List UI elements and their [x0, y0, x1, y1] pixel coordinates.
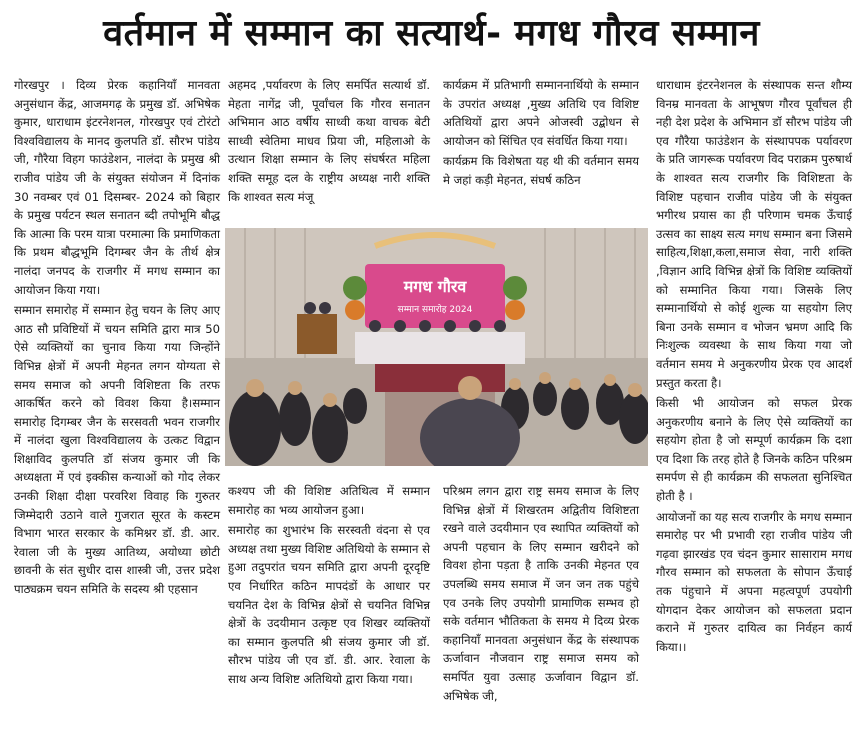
article-column-1 — [14, 76, 220, 599]
article-column-3-bottom — [443, 482, 639, 705]
podium — [297, 314, 337, 354]
paragraph: कश्यप जी की विशिष्ट अतिथित्व में सम्मान समारोह का भव्य आयोजन हुआ। — [228, 484, 430, 517]
paragraph: किसी भी आयोजन को सफल प्रेरक अनुकरणीय बनाने के लिए ऐसे व्यक्तियों का सहयोग होता है जो सम्पूर्ण कार्यक्रम कि दशा एव दिशा कि तरह होते है जिनके कठिन परिश्रम समर्पण से ही कार्यक्रम की सफलता सुनिश्चित होती है । — [656, 396, 852, 504]
stage-table — [355, 332, 525, 364]
paragraph: गोरखपुर । दिव्य प्रेरक कहानियाँ मानवता अनुसंधान केंद्र, आजमगढ़ के प्रमुख डॉ. अभिषेक कुमार, धाराधाम इंटरनेशनल, गोरखपुर एवं टोरंटो विश्वविद्यालय के मानद कुलपति डॉ. सौरभ पांडेय जी, गौरैया विहग फाउंडेशन, नालंदा के प्रमुख श्री राजीव पांडेय जी के संयुक्त संयोजन में दिनांक 30 नवम्बर एवं 01 दिसम्बर- 2024 को बिहार के प्रमुख पर्यटन स्थल सनातन ब्दी तपोभूमि बौद्ध कि आत्मा कि परम यात्रा परमात्मा कि प्रमाणिकता कि प्रथम बौद्धभूमि दिगम्बर जैन के तीर्थ क्षेत्र नालंदा जनपद के राजगीर में मगध सम्मान का आयोजन किया गया। — [14, 78, 220, 297]
article-column-2-top — [228, 76, 430, 206]
event-photo — [225, 228, 648, 466]
banner-subtitle: सम्मान समारोह 2024 — [397, 305, 473, 315]
paragraph: कार्यक्रम कि विशेषता यह थी की वर्तमान समय मे जहां कड़ी मेहनत, संघर्ष कठिन — [443, 154, 639, 187]
paragraph: समारोह का शुभारंभ कि सरस्वती वंदना से एव अध्यक्ष तथा मुख्य विशिष्ट अतिथियो के सम्मान से हुआ तदुपरांत चयन समिति द्वारा अपनी दूरदृष्टि एव निर्धारित कठिन मापदंडों के आधार पर चयनित देश के विभिन्न क्षेत्रों से चयनित विभिन्न क्षेत्रों के उदयीमान उत्कृष्ट एव शिखर व्यक्तियों का सम्मान कुलपति श्री संजय कुमार जी डॉ. सौरभ पांडेय जी एव डॉ. डी. आर. रेवाला के साथ अन्य विशिष्ट अतिथियो द्वारा किया गया। — [228, 523, 430, 686]
article-column-4 — [656, 76, 852, 656]
article-column-3-top — [443, 76, 639, 190]
paragraph: कार्यक्रम में प्रतिभागी सम्माननार्थियो के सम्मान के उपरांत अध्यक्ष ,मुख्य अतिथि एव विशिष्ट अतिथियों द्वारा अपने ओजस्वी उद्बोधन से आयोजन को सिंचित एव संवर्धित किया गया। — [443, 78, 639, 148]
paragraph: सम्मान समारोह में सम्मान हेतु चयन के लिए आए आठ सौ प्रविष्टियों में चयन समिति द्वारा मात्र 50 ऐसे व्यक्तियों का चुनाव किया गया जिन्होंने विभिन्न क्षेत्रों में अपनी मेहनत लगन योग्यता से समय समाज को अपनी विशिष्टता कि तरफ आकर्षित करने को विवश किया है।सम्मान समारोह दिगम्बर जैन के सरसवती भवन राजगीर में नालंदा खुला विश्वविद्यालय के उत्कट विद्वान शिक्षाविद कुलपति डॉ संजय कुमार जी कि अध्यक्षता में एवं इक्कीस कन्याओं को गोद लेकर उनकी शिक्षा दीक्षा परवरिश विवाह कि गुरुतर जिम्मेदारी उठाने वाले गुजरात सूरत के कस्टम विभाग भारत सरकार के कमिश्नर डॉ. डी. आर. रेवाला जी के मुख्य आतिथ्य, अयोध्या छोटी छावनी के संत सुधीर दास शास्त्री जी, उत्तर प्रदेश पाठ्यक्रम चयन समिति के सदस्य श्री एहसान — [14, 303, 220, 597]
paragraph: परिश्रम लगन द्वारा राष्ट्र समय समाज के लिए विभिन्न क्षेत्रों में शिखरतम अद्वितीय विशिष्टता रखने वाले उदयीमान एव स्थापित व्यक्तियों को अपनी पहचान के लिए सम्मान खरीदने को विवश होना पड़ता है ताकि उनकी मेहनत एव उपलब्धि समय समाज में जन जन तक पहुंचे एव उनके लिए उपयोगी प्रामाणिक सम्भव हो सके वर्तमान भौतिकता के समय मे दिव्य प्रेरक कहानियाँ मानवता अनुसंधान केंद्र के संस्थापक ऊर्जावान नौजवान राष्ट्र समाज समय को समर्पित युवा उत्साह ऊर्जावान विद्वान डॉ. अभिषेक जी, — [443, 484, 639, 703]
event-photo-illustration — [225, 228, 648, 466]
paragraph: अहमद ,पर्यावरण के लिए समर्पित सत्यार्थ डॉ. मेहता नागेंद्र जी, पूर्वांचल कि गौरव सनातन अभिमान आठ वर्षीय साध्वी कथा वाचक बेटी साध्वी स्वेतिमा माधव प्रिया जी, महिलाओ के उत्थान शिक्षा सम्मान के लिए संघर्षरत महिला शक्ति समूह दल के राष्ट्रीय अध्यक्ष नारी शक्ति कि शाश्वत सत्य मंजू — [228, 78, 430, 204]
paragraph: धाराधाम इंटरनेशनल के संस्थापक सन्त शौम्य विनम्र मानवता के आभूषण गौरव पूर्वांचल ही नही देश प्रदेश के अभिमान डॉ सौरभ पांडेय जी एव गौरैया फाउंडेशन के संस्थापपक पर्यावरण के प्रति जागरूक पर्यावरण विद पराक्रम पुरुषार्थ के शाश्वत सत्य राजगीर कि विशिष्टता के विशिष्ट पहचान राजीव पांडेय जी के संयुक्त भगीरथ प्रयास का ही परिणाम चमक ऊँचाई उत्सव का साक्ष्य सत्य मगध सम्मान बना जिसमे साहित्य,शिक्षा,कला,समाज सेवा, नारी शक्ति ,विज्ञान आदि विभिन्न क्षेत्रों कि विशिष्ट व्यक्तियों को सम्मानित किया गया। जिसके लिए सम्मानार्थियो से कोई शुल्क या सहयोग लिए बिना उनके सम्मान व भोजन भ्रमण आदि कि निःशुल्क व्यवस्था के साथ किया गया जो वर्तमान समय मे अनुकरणीय प्रेरक एव आदर्श प्रस्तुत करता है। — [656, 78, 852, 390]
stage-banner — [365, 264, 505, 328]
article-column-2-bottom — [228, 482, 430, 689]
headline: वर्तमान में सम्मान का सत्यार्थ- मगध गौरव सम्मान — [103, 12, 760, 54]
paragraph: आयोजनों का यह सत्य राजगीर के मगध सम्मान समारोह पर भी प्रभावी रहा राजीव पांडेय जी गढ़वा झारखंड एव चंदन कुमार सासाराम मगध गौरव सम्मान को सफलता के सोपान ऊँचाई तक पंहुचाने में अपना महत्वपूर्ण उपयोगी योगदान देकर आयोजन को सफलता प्रदान कराने में गुरुतर दायित्व का निर्वहन कार्य किया।। — [656, 509, 852, 654]
banner-title: मगध गौरव — [403, 277, 467, 296]
